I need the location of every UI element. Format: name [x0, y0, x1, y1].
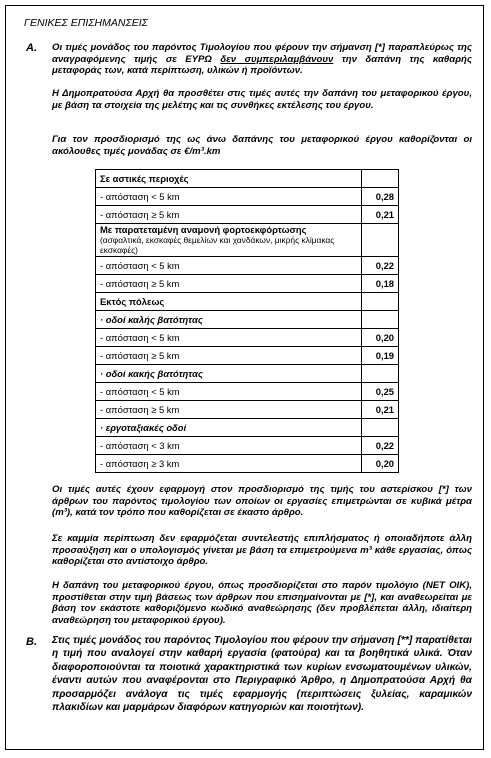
row-label-cell — [96, 401, 362, 419]
row-label: - απόσταση ≥ 3 km — [100, 458, 180, 469]
row-label-cell — [96, 170, 362, 188]
table-row — [96, 347, 399, 365]
row-value — [362, 419, 399, 437]
row-note: (ασφαλτικά, εκσκαφές θεμελίων και χανδάκων, μικρής κλίμακας εκσκαφές) — [100, 235, 335, 255]
row-value: 0,20 — [362, 329, 399, 347]
row-label: · οδοί κακής βατότητας — [100, 368, 203, 379]
p1-text-after: την δαπάνη της καθαρής μεταφοράς των, κατά περίπτωση, υλικών ή προϊόντων. — [52, 53, 472, 77]
table-row — [96, 293, 399, 311]
table-row — [96, 206, 399, 224]
page-title: ΓΕΝΙΚΕΣ ΕΠΙΣΗΜΑΝΣΕΙΣ — [24, 17, 148, 29]
table-row — [96, 383, 399, 401]
row-label-cell — [96, 329, 362, 347]
row-label-cell — [96, 347, 362, 365]
row-value: 0,20 — [362, 455, 399, 473]
section-b-paragraph: Στις τιμές μονάδος του παρόντος Τιμολογίου που φέρουν την σήμανση [**] παρατίθεται η τιμή που αναλογεί στην καθαρή εργασία (φατούρα) και τα βοηθητικά υλικά. Όταν διαφοροποιούνται τα ποιοτικά χαρακτηριστικά των κυρίων ενσωματουμένων υλικών, έναντι αυτών που αναφέρονται στο Περιγραφικό Άρθρο, η Δημοπρατούσα Αρχή θα προσαρμόζει ανάλογα τις τιμές εφαρμογής (περιπτώσεις ξυλείας, καραμικών πλακιδίων και μαρμάρων διαφόρων κατηγοριών και ποιοτήτων). — [52, 635, 472, 714]
row-label-cell — [96, 311, 362, 329]
section-a-paragraph-3: Για τον προσδιορισμό της ως άνω δαπάνης του μεταφορικού έργου καθορίζονται οι ακόλουθες τιμές μονάδας σε €/m³.km — [52, 134, 472, 157]
row-label: - απόσταση ≥ 5 km — [100, 350, 180, 361]
table-row — [96, 311, 399, 329]
row-label-cell — [96, 257, 362, 275]
table-row — [96, 257, 399, 275]
section-a-paragraph-6: Η δαπάνη του μεταφορικού έργου, όπως προσδιορίζεται στο παρόν τιμολόγιο (NET OIK), προστίθεται στην τιμή βάσεως των άρθρων που επισημαίνονται με [*], και αναθεωρείται με βάση τον εκάστοτε καθοριζόμενο κωδικό αναθεώρησης (δεν προβλέπεται άλλη, ιδιαίτερη αναθεώρηση του μεταφορικού έργου). — [52, 580, 472, 626]
row-label: - απόσταση < 5 km — [100, 332, 180, 343]
section-a-paragraph-5: Σε καμμία περίπτωση δεν εφαρμόζεται συντελεστής επιπλήσματος ή οποιαδήποτε άλλη προσαύξηση και ο υπολογισμός γίνεται με βάση τα επιμετρούμενα m³ κάθε εργασίας, όπως καθορίζεται στο αντίστοιχο άρθρο. — [52, 533, 472, 568]
p1-text-before: Οι τιμές μονάδος του παρόντος Τιμολογίου που φέρουν την σήμανση [*] παραπλεύρως της αναγραφόμενης τιμής σε ΕΥΡΩ — [52, 42, 472, 65]
row-label-cell — [96, 188, 362, 206]
table-row — [96, 455, 399, 473]
row-label: - απόσταση ≥ 5 km — [100, 209, 180, 220]
row-value — [362, 311, 399, 329]
section-a-paragraph-2: Η Δημοπρατούσα Αρχή θα προσθέτει στις τιμές αυτές την δαπάνη του μεταφορικού έργου, με βάση τα στοιχεία της μελέτης και τις συνθήκες εκτέλεσης του έργου. — [52, 88, 472, 111]
row-label: - απόσταση ≥ 5 km — [100, 404, 180, 415]
row-value: 0,21 — [362, 401, 399, 419]
row-value: 0,25 — [362, 383, 399, 401]
section-b-letter: Β. — [26, 636, 37, 648]
row-value: 0,21 — [362, 206, 399, 224]
row-value — [362, 224, 399, 257]
table-row — [96, 401, 399, 419]
row-label-cell — [96, 365, 362, 383]
row-label-cell — [96, 275, 362, 293]
p1-underlined-text: δεν συμπεριλαμβάνουν — [220, 53, 334, 65]
row-label: - απόσταση < 5 km — [100, 386, 180, 397]
row-label-cell — [96, 419, 362, 437]
row-label-cell — [96, 437, 362, 455]
document-page — [5, 5, 484, 750]
row-value — [362, 365, 399, 383]
section-a-paragraph-4: Οι τιμές αυτές έχουν εφαρμογή στον προσδιορισμό της τιμής του αστερίσκου [*] των άρθρων του παρόντος τιμολογίου των οποίων οι εργασίες επιμετρώνται σε κυβικά μέτρα (m³), κατά τον τρόπο που καθορίζεται σε έκαστο άρθρο. — [52, 484, 472, 519]
row-label: · εργοταξιακές οδοί — [100, 422, 187, 433]
table-row — [96, 365, 399, 383]
row-value: 0,18 — [362, 275, 399, 293]
row-value: 0,19 — [362, 347, 399, 365]
row-value — [362, 293, 399, 311]
row-label: Με παρατεταμένη αναμονή φορτοεκφόρτωσης — [100, 224, 307, 235]
section-a-letter: Α. — [26, 42, 37, 54]
table-row — [96, 224, 399, 257]
row-label: - απόσταση < 3 km — [100, 440, 180, 451]
section-a-paragraph-1 — [52, 42, 472, 77]
row-label-cell — [96, 293, 362, 311]
table-row — [96, 275, 399, 293]
row-value: 0,22 — [362, 257, 399, 275]
row-label: - απόσταση < 5 km — [100, 191, 180, 202]
table-row — [96, 188, 399, 206]
row-label: - απόσταση ≥ 5 km — [100, 278, 180, 289]
table-row — [96, 329, 399, 347]
table-row — [96, 419, 399, 437]
row-label-cell — [96, 455, 362, 473]
table-row — [96, 170, 399, 188]
row-label-cell — [96, 383, 362, 401]
row-label-cell — [96, 206, 362, 224]
row-value: 0,28 — [362, 188, 399, 206]
row-label: · οδοί καλής βατότητας — [100, 314, 203, 325]
row-label: - απόσταση < 5 km — [100, 260, 180, 271]
row-label: Σε αστικές περιοχές — [100, 173, 189, 184]
transport-rates-table — [95, 169, 399, 473]
row-label-cell — [96, 224, 362, 257]
row-value: 0,22 — [362, 437, 399, 455]
row-label: Εκτός πόλεως — [100, 296, 165, 307]
table-row — [96, 437, 399, 455]
row-value — [362, 170, 399, 188]
